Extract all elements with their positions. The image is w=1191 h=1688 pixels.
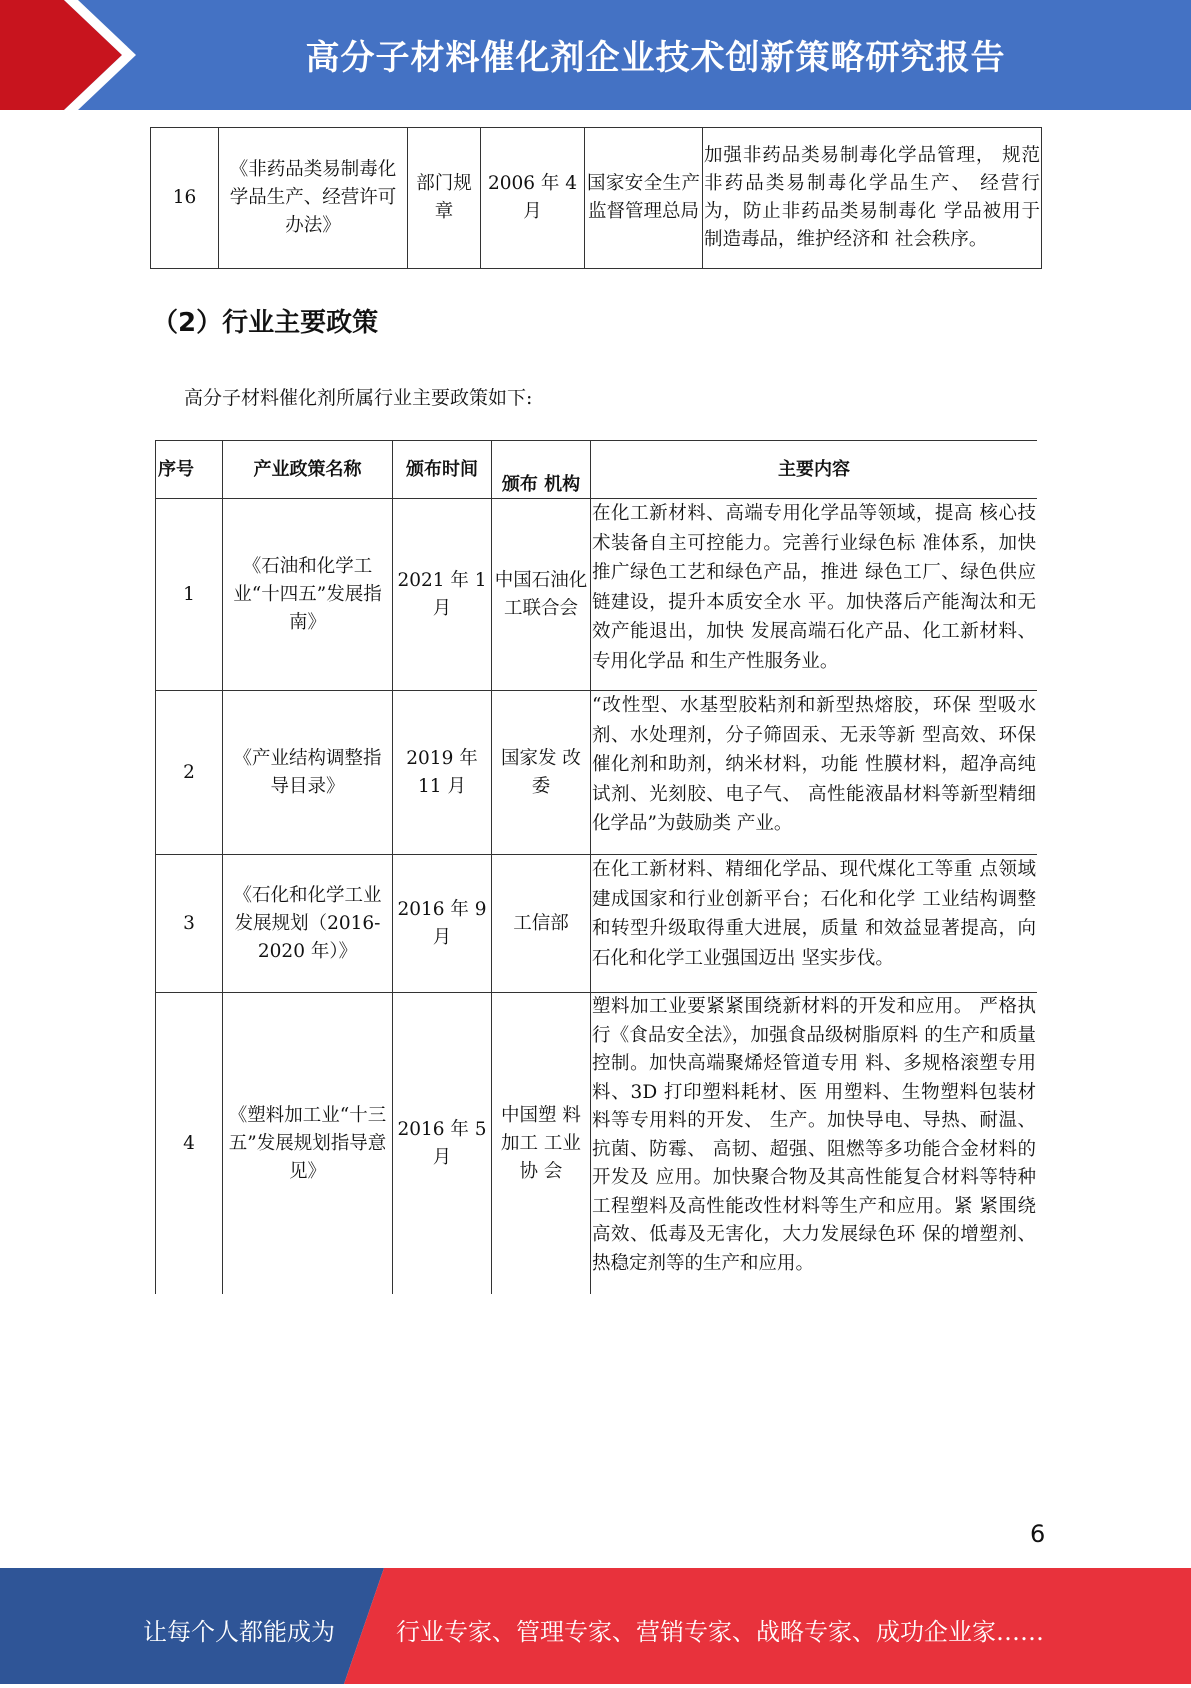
section-intro: 高分子材料催化剂所属行业主要政策如下:	[184, 387, 533, 409]
row-number: 3	[156, 855, 223, 993]
table-row	[156, 691, 1038, 855]
policy-content: 塑料加工业要紧紧围绕新材料的开发和应用。 严格执行《食品安全法》，加强食品级树脂原料 的生产和质量控制。加快高端聚烯烃管道专用 料、多规格滚塑专用料、3D 打印塑料耗材、医 用塑料、生物塑料包装材料等专用料的开发、 生产。加快导电、导热、耐温、抗菌、防霉、 高韧、超强、阻燃等多功能合金材料的开发及 应用。加快聚合物及其高性能复合材料等特种 工程塑料及高性能改性材料等生产和应用。紧 紧围绕高效、低毒及无害化，大力发展绿色环 保的增塑剂、热稳定剂等的生产和应用。	[591, 993, 1038, 1295]
policy-name: 《石油和化学工业“十四五”发展指南》	[223, 499, 393, 691]
page-number: 6	[1030, 1520, 1046, 1548]
regulation-table-continuation	[150, 127, 1042, 269]
header-agency: 颁布 机构	[492, 441, 591, 499]
header-no: 序号	[156, 441, 223, 499]
header-date: 颁布时间	[393, 441, 492, 499]
policy-table	[155, 440, 1037, 1294]
header-arrow-decoration	[0, 0, 150, 110]
row-number: 16	[151, 128, 219, 269]
table-header-row	[156, 441, 1038, 499]
issue-date: 2021 年 1 月	[393, 499, 492, 691]
issue-date: 2019 年 11 月	[393, 691, 492, 855]
issuing-agency: 中国塑 料加工 工业协 会	[492, 993, 591, 1295]
footer-slogan-right: 行业专家、管理专家、营销专家、战略专家、成功企业家……	[396, 1618, 1044, 1646]
page-header	[0, 0, 1191, 110]
footer-slogan-left: 让每个人都能成为	[143, 1618, 335, 1646]
issuing-agency: 国家安全生产监督管理总局	[585, 128, 703, 269]
table-row	[156, 855, 1038, 993]
row-number: 4	[156, 993, 223, 1295]
header-name: 产业政策名称	[223, 441, 393, 499]
table-row	[156, 499, 1038, 691]
policy-content: “改性型、水基型胶粘剂和新型热熔胶，环保 型吸水剂、水处理剂，分子筛固汞、无汞等新 型高效、环保催化剂和助剂，纳米材料，功能 性膜材料，超净高纯试剂、光刻胶、电子气、 高性能液晶材料等新型精细化学品”为鼓励类 产业。	[591, 691, 1038, 855]
issuing-agency: 工信部	[492, 855, 591, 993]
header-content: 主要内容	[591, 441, 1038, 499]
policy-name: 《塑料加工业“十三五”发展规划指导意见》	[223, 993, 393, 1295]
policy-content: 在化工新材料、高端专用化学品等领域，提高 核心技术装备自主可控能力。完善行业绿色标 准体系，加快推广绿色工艺和绿色产品，推进 绿色工厂、绿色供应链建设，提升本质安全水 平。加快落后产能淘汰和无效产能退出，加快 发展高端石化产品、化工新材料、专用化学品 和生产性服务业。	[591, 499, 1038, 691]
section-heading: （2）行业主要政策	[152, 308, 379, 338]
policy-table-container	[155, 440, 1037, 1294]
issue-date: 2006 年 4 月	[481, 128, 585, 269]
row-number: 1	[156, 499, 223, 691]
issuing-agency: 国家发 改委	[492, 691, 591, 855]
report-title: 高分子材料催化剂企业技术创新策略研究报告	[305, 38, 1006, 78]
table-row	[151, 128, 1042, 269]
policy-content: 在化工新材料、精细化学品、现代煤化工等重 点领域建成国家和行业创新平台；石化和化学 工业结构调整和转型升级取得重大进展，质量 和效益显著提高，向石化和化学工业强国迈出 坚实步伐。	[591, 855, 1038, 993]
policy-name: 《产业结构调整指导目录》	[223, 691, 393, 855]
table-row	[156, 993, 1038, 1295]
policy-name: 《石化和化学工业发展规划（2016-2020 年）》	[223, 855, 393, 993]
regulation-content: 加强非药品类易制毒化学品管理， 规范非药品类易制毒化学品生产、 经营行为，防止非药品类易制毒化 学品被用于制造毒品，维护经济和 社会秩序。	[703, 128, 1042, 269]
regulation-name: 《非药品类易制毒化学品生产、经营许可办法》	[219, 128, 408, 269]
issuing-agency: 中国石油化工联合会	[492, 499, 591, 691]
issue-date: 2016 年 9 月	[393, 855, 492, 993]
row-number: 2	[156, 691, 223, 855]
regulation-type: 部门规章	[408, 128, 481, 269]
issue-date: 2016 年 5 月	[393, 993, 492, 1295]
